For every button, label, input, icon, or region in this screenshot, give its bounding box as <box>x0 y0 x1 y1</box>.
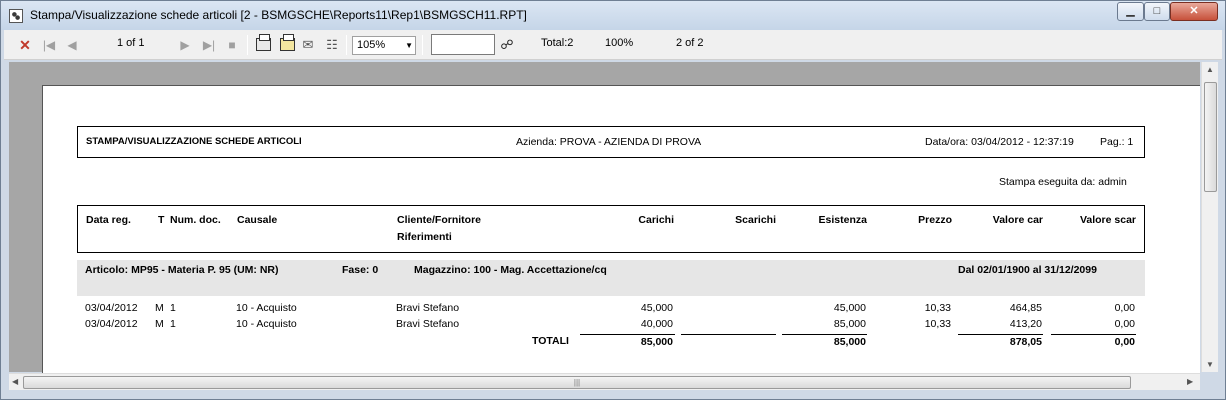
close-icon: ✕ <box>1189 5 1199 17</box>
horizontal-scrollbar[interactable] <box>9 373 1200 390</box>
report-canvas <box>9 62 1200 372</box>
stop-close-button[interactable]: ✕ <box>19 37 31 53</box>
chevron-down-icon: ▼ <box>405 41 413 50</box>
col-prezzo: Prezzo <box>918 214 952 226</box>
export-icon[interactable]: ✉ <box>302 37 314 52</box>
group-articolo: Articolo: MP95 - Materia P. 95 (UM: NR) <box>85 264 279 276</box>
cell-prezzo: 10,33 <box>924 302 951 314</box>
col-valore-car: Valore car <box>992 214 1043 226</box>
scroll-down-icon[interactable]: ▼ <box>1206 360 1214 369</box>
records-read: 2 of 2 <box>676 37 704 49</box>
underline-valore-car <box>958 334 1043 335</box>
stop-loading-button[interactable]: ■ <box>228 38 236 52</box>
toolbar-separator <box>247 35 248 55</box>
minimize-icon: ▁ <box>1126 5 1135 17</box>
page-number: Pag.: 1 <box>1100 136 1134 148</box>
cell-valore-scar: 0,00 <box>1114 302 1135 314</box>
col-carichi: Carichi <box>638 214 674 226</box>
total-records: Total:2 <box>541 37 574 49</box>
report-page <box>42 85 1200 385</box>
cell-valore-car: 464,85 <box>1009 302 1042 314</box>
printed-by: Stampa eseguita da: admin <box>999 176 1127 188</box>
zoom-select[interactable] <box>352 36 416 55</box>
cell-t: M <box>155 318 164 330</box>
binoculars-search-icon[interactable]: ☍ <box>500 37 514 52</box>
horizontal-scroll-thumb[interactable]: ||| <box>23 376 1131 389</box>
total-esistenza: 85,000 <box>833 336 866 348</box>
window-title: Stampa/Visualizzazione schede articoli [2 - BSMGSCHE\Reports11\Rep1\BSMGSCH11.RPT] <box>30 8 527 22</box>
zoom-value: 105% <box>357 39 386 51</box>
cell-esistenza: 85,000 <box>833 318 866 330</box>
col-causale: Causale <box>237 214 278 226</box>
group-header <box>77 260 1145 296</box>
next-page-button[interactable]: ▶ <box>180 38 190 52</box>
report-toolbar <box>4 30 1222 60</box>
cell-cliente: Bravi Stefano <box>396 302 460 314</box>
cell-cliente: Bravi Stefano <box>396 318 460 330</box>
vertical-scrollbar[interactable] <box>1201 62 1218 372</box>
maximize-button[interactable] <box>1144 2 1170 21</box>
cell-causale: 10 - Acquisto <box>236 302 297 314</box>
col-esistenza: Esistenza <box>818 214 867 226</box>
group-magazzino: Magazzino: 100 - Mag. Accettazione/cq <box>414 264 607 276</box>
col-num-doc: Num. doc. <box>170 214 221 226</box>
toolbar-separator <box>346 35 347 55</box>
underline-esistenza <box>782 334 867 335</box>
group-tree-icon[interactable]: ☷ <box>326 37 338 52</box>
col-data-reg: Data reg. <box>86 214 131 226</box>
col-valore-scar: Valore scar <box>1079 214 1136 226</box>
cell-num: 1 <box>170 318 176 330</box>
group-fase: Fase: 0 <box>342 264 379 276</box>
scroll-left-icon[interactable]: ◀ <box>12 377 19 386</box>
minimize-button[interactable] <box>1117 2 1144 21</box>
total-carichi: 85,000 <box>640 336 673 348</box>
group-periodo: Dal 02/01/1900 al 31/12/2099 <box>958 264 1097 276</box>
report-header <box>77 126 1145 158</box>
vertical-scroll-thumb[interactable] <box>1204 82 1217 192</box>
last-page-button[interactable]: ▶| <box>202 38 216 52</box>
report-title: STAMPA/VISUALIZZAZIONE SCHEDE ARTICOLI <box>86 136 302 147</box>
cell-valore-car: 413,20 <box>1009 318 1042 330</box>
cell-num: 1 <box>170 302 176 314</box>
page-indicator: 1 of 1 <box>117 37 145 49</box>
underline-scarichi <box>681 334 776 335</box>
print-icon[interactable] <box>256 38 271 51</box>
search-input[interactable] <box>431 34 495 55</box>
print-datetime: Data/ora: 03/04/2012 - 12:37:19 <box>925 136 1074 148</box>
cell-carichi: 45,000 <box>640 302 673 314</box>
close-window-button[interactable] <box>1170 2 1218 21</box>
col-scarichi: Scarichi <box>735 214 776 226</box>
title-bar <box>1 1 1225 30</box>
company-name: Azienda: PROVA - AZIENDA DI PROVA <box>516 136 702 148</box>
first-page-button[interactable]: |◀ <box>42 38 56 52</box>
cell-causale: 10 - Acquisto <box>236 318 297 330</box>
cell-valore-scar: 0,00 <box>1114 318 1135 330</box>
scroll-up-icon[interactable]: ▲ <box>1206 65 1214 74</box>
cell-prezzo: 10,33 <box>924 318 951 330</box>
scroll-right-icon[interactable]: ▶ <box>1187 377 1194 386</box>
cell-t: M <box>155 302 164 314</box>
cell-carichi: 40,000 <box>640 318 673 330</box>
percent-loaded: 100% <box>605 37 634 49</box>
toolbar-separator <box>422 35 423 55</box>
total-valore-car: 878,05 <box>1009 336 1042 348</box>
totals-label: TOTALI <box>532 335 569 347</box>
underline-carichi <box>580 334 675 335</box>
maximize-icon: □ <box>1153 5 1161 17</box>
prev-page-button[interactable]: ◀ <box>67 38 77 52</box>
print-setup-icon[interactable] <box>280 38 295 51</box>
cell-data: 03/04/2012 <box>85 318 138 330</box>
column-headers <box>77 205 1145 253</box>
cell-data: 03/04/2012 <box>85 302 138 314</box>
col-t: T <box>158 214 165 226</box>
underline-valore-scar <box>1051 334 1136 335</box>
col-cliente: Cliente/Fornitore <box>397 214 482 226</box>
app-icon <box>9 9 23 23</box>
total-valore-scar: 0,00 <box>1114 336 1135 348</box>
cell-esistenza: 45,000 <box>833 302 866 314</box>
col-riferimenti: Riferimenti <box>397 231 452 243</box>
